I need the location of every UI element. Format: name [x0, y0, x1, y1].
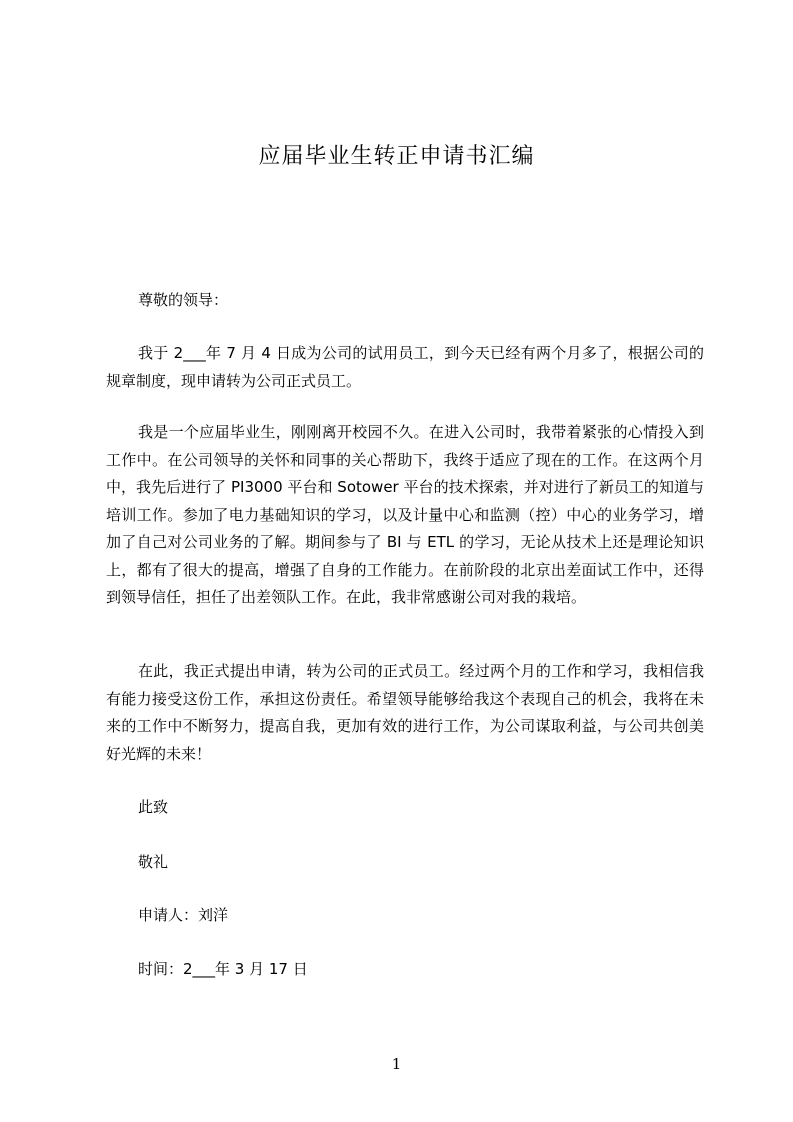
page-number: 1 [391, 1055, 402, 1073]
applicant-signature: 申请人：刘洋 [138, 906, 229, 924]
paragraph-request: 在此，我正式提出申请，转为公司的正式员工。经过两个月的工作和学习，我相信我有能力接受这份工作，承担这份责任。希望领导能够给我这个表现自己的机会，我将在未来的工作中不断努力，提高自我，更加有效的进行工作，为公司谋取利益，与公司共创美好光辉的未来！ [106, 662, 704, 763]
paragraph-experience: 我是一个应届毕业生，刚刚离开校园不久。在进入公司时，我带着紧张的心情投入到工作中。在公司领导的关怀和同事的关心帮助下，我终于适应了现在的工作。在这两个月中，我先后进行了 PI3000 平台和 Sotower 平台的技术探索，并对进行了新员工的知道与培训工作。参加了电力基础知识的学习，以及计量中心和监测（控）中心的业务学习，增加了自己对公司业务的了解。期间参与了 BI 与 ETL 的学习，无论从技术上还是理论知识上，都有了很大的提高，增强了自身的工作能力。在前阶段的北京出差面试工作中，还得到领导信任，担任了出差领队工作。在此，我非常感谢公司对我的栽培。 [106, 423, 704, 606]
closing-salute: 敬礼 [138, 853, 169, 871]
application-date: 时间：2___年 3 月 17 日 [138, 960, 308, 978]
closing-regards: 此致 [138, 798, 169, 816]
paragraph-intro: 我于 2___年 7 月 4 日成为公司的试用员工，到今天已经有两个月多了，根据公司的规章制度，现申请转为公司正式员工。 [106, 344, 704, 390]
document-title: 应届毕业生转正申请书汇编 [258, 144, 535, 169]
salutation: 尊敬的领导： [138, 291, 229, 309]
